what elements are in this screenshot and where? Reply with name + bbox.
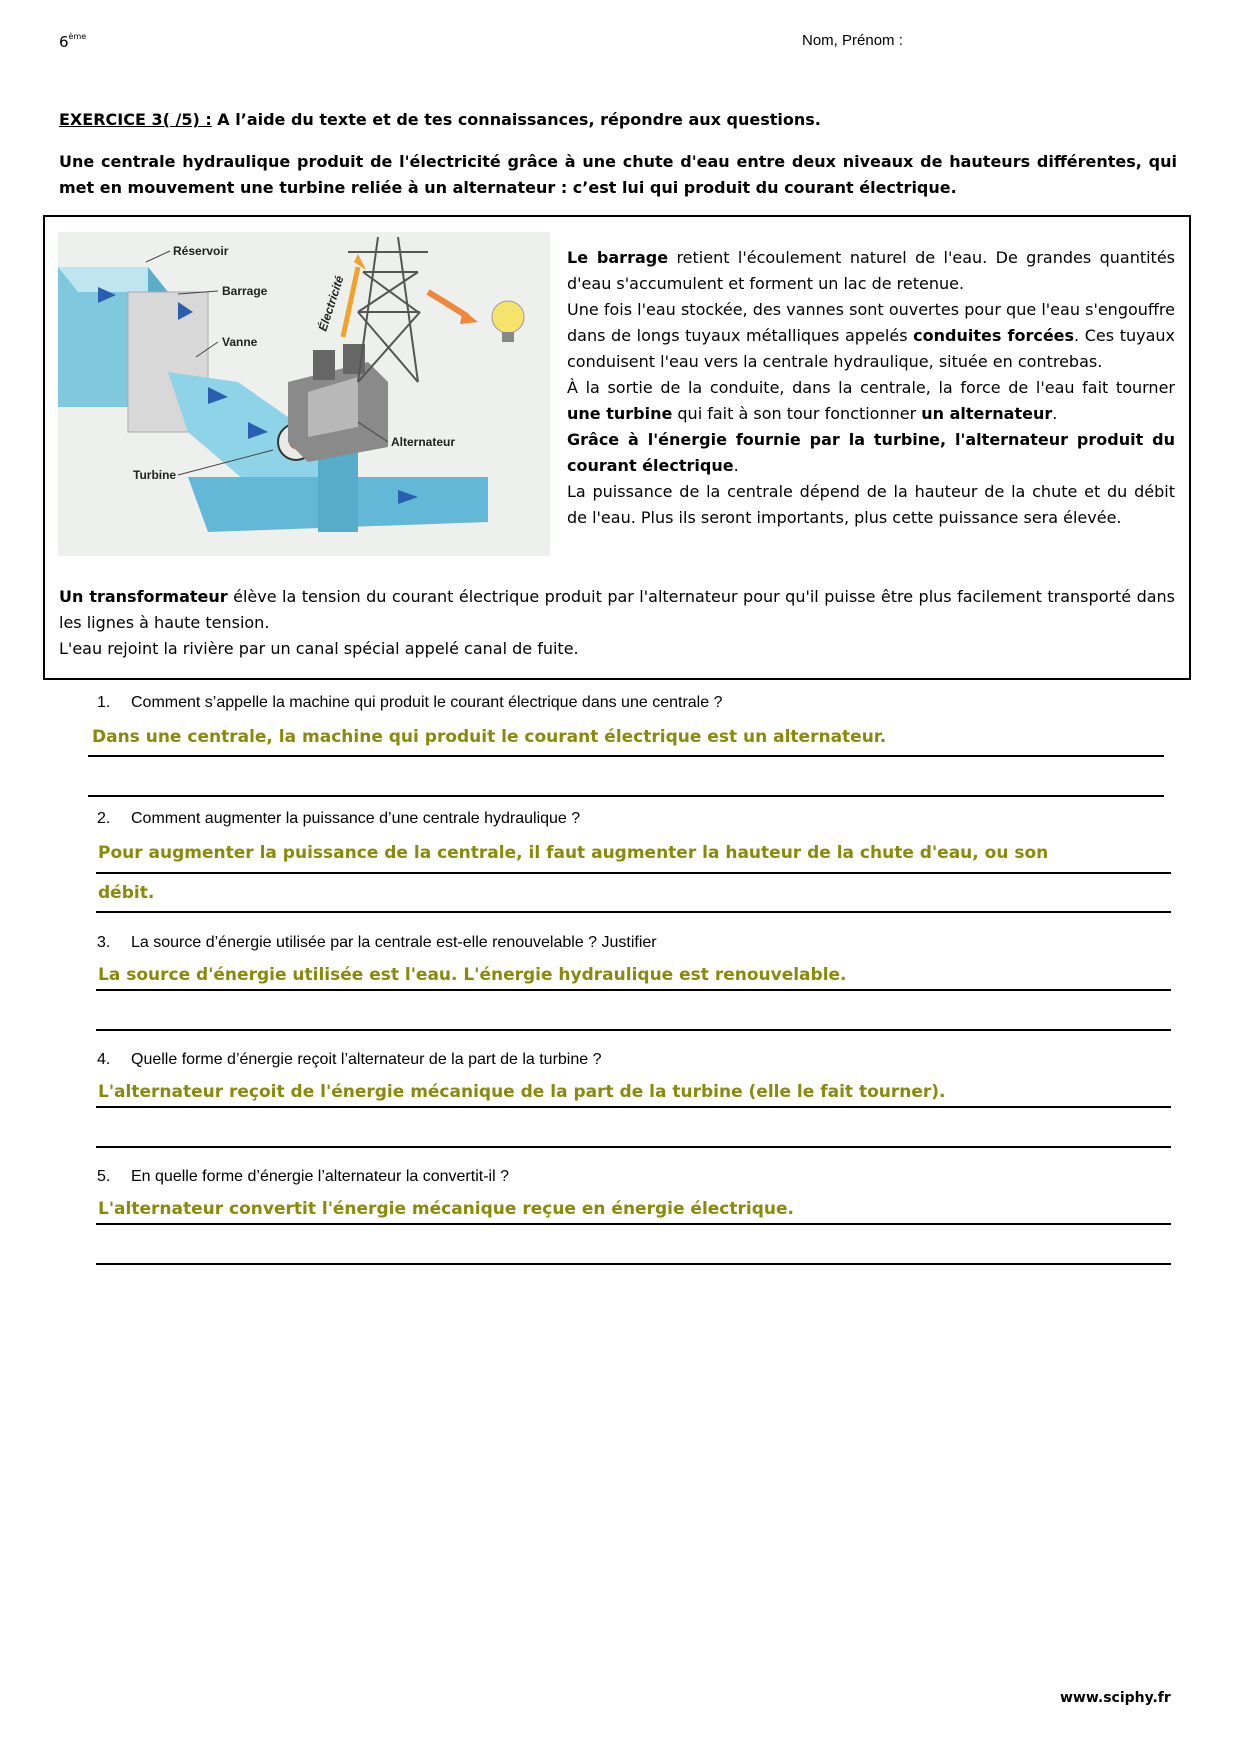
- question-2: 2. Comment augmenter la puissance d’une centrale hydraulique ?: [97, 810, 581, 827]
- label-electricite: Électricité: [315, 274, 347, 333]
- exercise-label: EXERCICE 3( /5) :: [59, 110, 212, 129]
- answer-line: [96, 989, 1171, 991]
- text-transformateur: Un transformateur élève la tension du courant électrique produit par l'alternateur pour qu'il puisse être plus facilement transporté dans les lignes à haute tension.: [59, 587, 1176, 632]
- question-1: 1. Comment s’appelle la machine qui produit le courant électrique dans une centrale ?: [97, 694, 723, 711]
- answer-3: La source d'énergie utilisée est l'eau. L'énergie hydraulique est renouvelable.: [98, 965, 847, 985]
- answer-line: [96, 872, 1171, 874]
- answer-line: [88, 795, 1164, 797]
- exercise-title: [59, 110, 821, 129]
- exercise-instruction: A l’aide du texte et de tes connaissances, répondre aux questions.: [211, 110, 821, 129]
- label-reservoir: Réservoir: [173, 244, 229, 258]
- footer-url[interactable]: www.sciphy.fr: [1060, 1690, 1171, 1706]
- answer-line: [96, 1106, 1171, 1108]
- text-conduites: Une fois l'eau stockée, des vannes sont ouvertes pour que l'eau s'engouffre dans de longs tuyaux métalliques appelés conduites forcées. Ces tuyaux conduisent l'eau vers la centrale hydraulique, située en contrebas.: [567, 300, 1176, 371]
- answer-4: L'alternateur reçoit de l'énergie mécanique de la part de la turbine (elle le fait tourner).: [98, 1082, 946, 1102]
- answer-line: [96, 1146, 1171, 1148]
- answer-line: [88, 755, 1164, 757]
- answer-line: [96, 1223, 1171, 1225]
- hydro-plant-diagram: [58, 232, 550, 556]
- label-turbine: Turbine: [133, 468, 177, 482]
- light-bulb-shape: [492, 301, 524, 333]
- label-barrage: Barrage: [222, 284, 268, 298]
- answer-5: L'alternateur convertit l'énergie mécanique reçue en énergie électrique.: [98, 1199, 794, 1219]
- text-turbine: À la sortie de la conduite, dans la centrale, la force de l'eau fait tourner une turbine qui fait à son tour fonctionner un alternateur.: [567, 378, 1175, 423]
- text-puissance: La puissance de la centrale dépend de la hauteur de la chute et du débit de l'eau. Plus ils seront importants, plus cette puissance sera élevée.: [567, 482, 1175, 527]
- intro-paragraph: Une centrale hydraulique produit de l'électricité grâce à une chute d'eau entre deux niveaux de hauteurs différentes, qui met en mouvement une turbine reliée à un alternateur : c’est lui qui produit du courant électrique.: [59, 152, 1177, 197]
- answer-1: Dans une centrale, la machine qui produit le courant électrique est un alternateur.: [92, 727, 887, 747]
- answer-line: [96, 1263, 1171, 1265]
- answer-line: [96, 911, 1171, 913]
- question-3: 3. La source d’énergie utilisée par la centrale est-elle renouvelable ? Justifier: [97, 934, 657, 951]
- answer-2-continued: débit.: [98, 883, 155, 903]
- name-field-label: Nom, Prénom :: [802, 32, 903, 49]
- label-alternateur: Alternateur: [391, 435, 456, 449]
- answer-2: Pour augmenter la puissance de la centrale, il faut augmenter la hauteur de la chute d'eau, ou son: [98, 843, 1049, 863]
- document-right-text: [567, 245, 1175, 531]
- text-barrage: Le barrage retient l'écoulement naturel de l'eau. De grandes quantités d'eau s'accumulent et forment un lac de retenue.: [567, 248, 1176, 293]
- question-4: 4. Quelle forme d’énergie reçoit l’alternateur de la part de la turbine ?: [97, 1051, 602, 1068]
- text-energie: Grâce à l'énergie fournie par la turbine, l'alternateur produit du courant électrique.: [567, 430, 1175, 475]
- label-vanne: Vanne: [222, 335, 258, 349]
- grade-level: 6ème: [59, 32, 87, 51]
- answer-line: [96, 1029, 1171, 1031]
- question-5: 5. En quelle forme d’énergie l’alternateur la convertit-il ?: [97, 1168, 509, 1185]
- document-bottom-text: [59, 584, 1175, 662]
- text-canal-fuite: L'eau rejoint la rivière par un canal spécial appelé canal de fuite.: [59, 639, 579, 658]
